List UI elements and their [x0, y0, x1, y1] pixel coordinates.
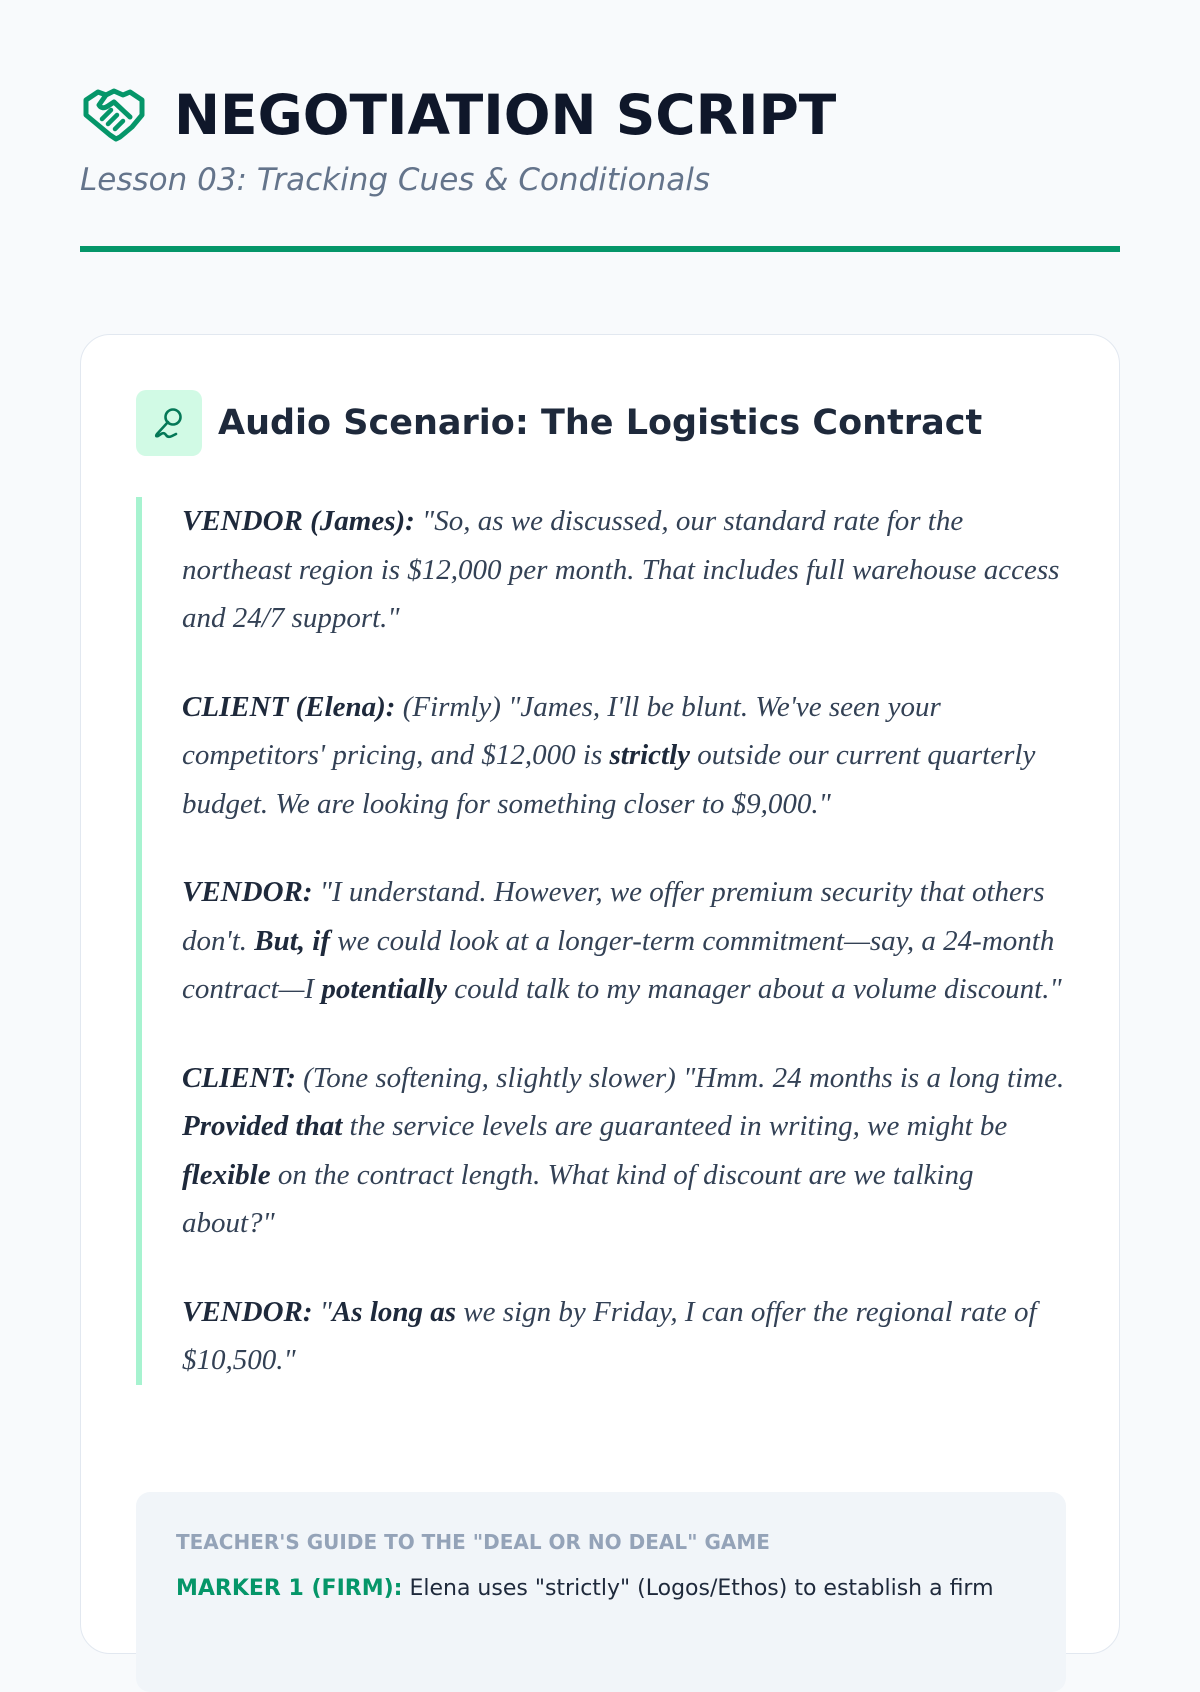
cue-word: As long as	[331, 1295, 457, 1328]
page-title: NEGOTIATION SCRIPT	[174, 83, 837, 147]
dialogue-line	[182, 683, 1066, 829]
marker-text: Elena uses "strictly" (Logos/Ethos) to establish a firm	[402, 1576, 994, 1601]
handshake-icon	[82, 83, 146, 147]
dialogue-text: we sign by Friday, I can offer the regional rate of $10,500."	[182, 1295, 1037, 1376]
speaker-label: CLIENT (Elena):	[182, 690, 396, 723]
cue-word: strictly	[609, 739, 691, 771]
scenario-header	[136, 390, 982, 456]
dialogue-text: "I understand. However, we offer premium security that others don't.	[182, 876, 1045, 957]
page-header	[80, 0, 1120, 200]
cue-word: potentially	[321, 973, 448, 1005]
speaker-label: VENDOR (James):	[182, 505, 415, 537]
teacher-guide	[136, 1492, 1066, 1692]
dialogue-transcript	[136, 497, 1066, 1385]
dialogue-line	[182, 1054, 1066, 1248]
marker-label: MARKER 1 (FIRM):	[176, 1576, 403, 1601]
dialogue-text: "So, as we discussed, our standard rate for the northeast region is $12,000 per month. That includes full warehouse access and 24/7 support."	[182, 505, 1060, 634]
dialogue-text: we could look at a longer-term commitment—say, a 24-month contract—I	[182, 924, 1055, 1005]
title-row	[80, 80, 1120, 150]
dialogue-line	[182, 497, 1066, 643]
speaker-label: VENDOR:	[182, 1295, 313, 1328]
page	[80, 0, 1120, 1601]
scenario-title: Audio Scenario: The Logistics Contract	[218, 403, 983, 443]
guide-marker	[176, 1572, 1036, 1606]
dialogue-text: could talk to my manager about a volume discount."	[447, 973, 1062, 1005]
scenario-card	[80, 334, 1120, 1654]
speaker-label: CLIENT:	[182, 1061, 296, 1094]
dialogue-text: outside our current quarterly budget. We are looking for something closer to $9,000."	[182, 739, 1036, 820]
dialogue-line	[182, 868, 1066, 1014]
page-subtitle: Lesson 03: Tracking Cues & Conditionals	[80, 162, 711, 198]
cue-word: But, if	[254, 924, 331, 957]
cue-word: Provided that	[182, 1110, 343, 1142]
cue-word: flexible	[182, 1158, 271, 1191]
header-divider	[80, 246, 1120, 252]
dialogue-line	[182, 1288, 1066, 1385]
dialogue-text: (Firmly) "James, I'll be blunt. We've seen your competitors' pricing, and $12,000 is	[182, 690, 941, 771]
microphone-icon-box	[136, 390, 202, 456]
dialogue-text: the service levels are guaranteed in writing, we might be	[342, 1110, 1008, 1142]
dialogue-text: "	[312, 1295, 332, 1328]
speaker-label: VENDOR:	[182, 876, 313, 908]
microphone-icon	[151, 405, 187, 441]
dialogue-text: (Tone softening, slightly slower) "Hmm. 24 months is a long time.	[295, 1061, 1065, 1094]
guide-title: TEACHER'S GUIDE TO THE "DEAL OR NO DEAL" GAME	[176, 1530, 770, 1554]
dialogue-text: on the contract length. What kind of discount are we talking about?"	[182, 1158, 974, 1239]
